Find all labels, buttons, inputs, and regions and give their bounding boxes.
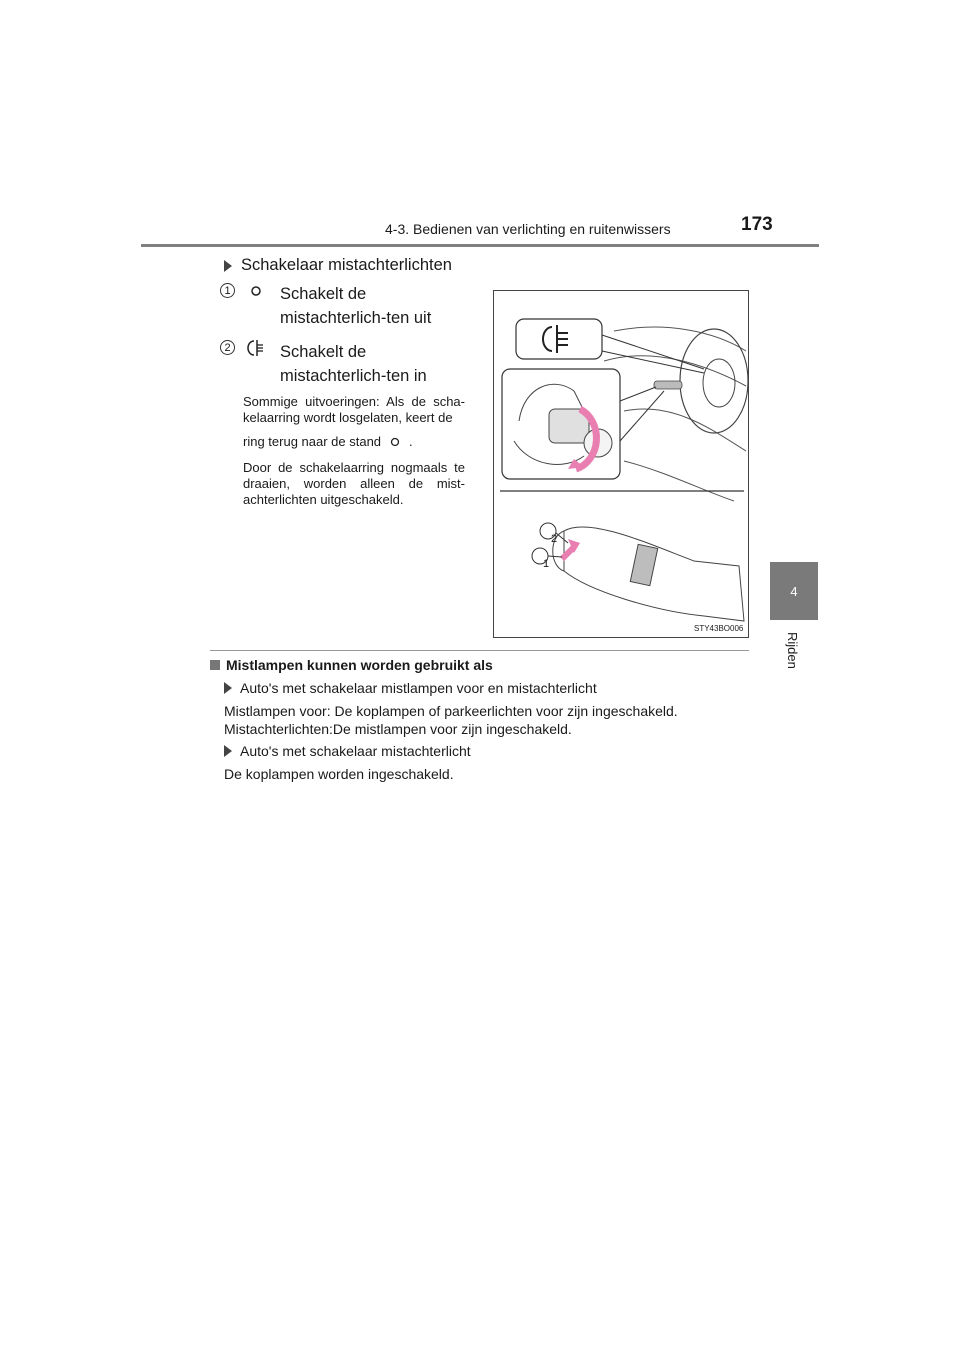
usage-bullet-2 bbox=[224, 742, 471, 760]
callout-1-label: 1 bbox=[543, 558, 550, 570]
note-2-text: Door de schakelaarring nogmaals te draaien, worden alleen de mist-achterlichten uitgeschakeld. bbox=[243, 460, 465, 507]
usage-text-2: De koplampen worden ingeschakeld. bbox=[224, 766, 454, 782]
usage-text-1a: Mistlampen voor: De koplampen of parkeerlichten voor zijn ingeschakeld. bbox=[224, 703, 678, 719]
rear-fog-light-icon bbox=[246, 339, 266, 357]
header-rule bbox=[141, 244, 819, 247]
note-1-text: Sommige uitvoeringen: Als de scha-kelaarring wordt losgelaten, keert de bbox=[243, 394, 465, 425]
triangle-bullet-icon bbox=[224, 682, 232, 694]
section-title: 4-3. Bedienen van verlichting en ruitenwissers bbox=[385, 221, 671, 237]
figure-code: STY43BO006 bbox=[694, 624, 744, 633]
note-1-part-c: . bbox=[409, 434, 413, 449]
steering-wheel-icon bbox=[680, 329, 748, 433]
chapter-tab bbox=[770, 562, 818, 620]
usage-bullet-1 bbox=[224, 679, 597, 697]
note-1-part-b: ring terug naar de stand bbox=[243, 434, 382, 449]
page-number: 173 bbox=[741, 214, 773, 235]
section-rule bbox=[210, 650, 749, 651]
switch-illustration bbox=[493, 290, 749, 638]
combination-switch-stalk bbox=[564, 527, 744, 621]
chapter-number: 4 bbox=[790, 583, 798, 599]
usage-heading bbox=[210, 657, 493, 673]
off-circle-icon bbox=[250, 285, 262, 297]
item-number-2: 2 bbox=[220, 340, 235, 355]
item-2-text: Schakelt de mistachterlich-ten in bbox=[280, 343, 427, 385]
usage-bullet-2-text: Auto's met schakelaar mistachterlicht bbox=[240, 743, 471, 759]
triangle-bullet-icon bbox=[224, 745, 232, 757]
item-number-1: 1 bbox=[220, 283, 235, 298]
callout-2-label: 2 bbox=[551, 533, 558, 545]
usage-text-1b: Mistachterlichten:De mistlampen voor zijn ingeschakeld. bbox=[224, 721, 572, 737]
chapter-label: Rijden bbox=[785, 632, 800, 669]
triangle-bullet-icon bbox=[224, 260, 232, 272]
sub-heading bbox=[224, 256, 452, 275]
off-circle-icon-inline bbox=[389, 436, 401, 448]
illustration-drawing bbox=[494, 291, 748, 637]
usage-bullet-1-text: Auto's met schakelaar mistlampen voor en mistachterlicht bbox=[240, 680, 597, 696]
square-bullet-icon bbox=[210, 660, 220, 670]
note-1-continued bbox=[243, 434, 465, 450]
sub-heading-text: Schakelaar mistachterlichten bbox=[241, 256, 452, 274]
item-1-text: Schakelt de mistachterlich-ten uit bbox=[280, 285, 432, 327]
usage-heading-text: Mistlampen kunnen worden gebruikt als bbox=[226, 657, 493, 673]
